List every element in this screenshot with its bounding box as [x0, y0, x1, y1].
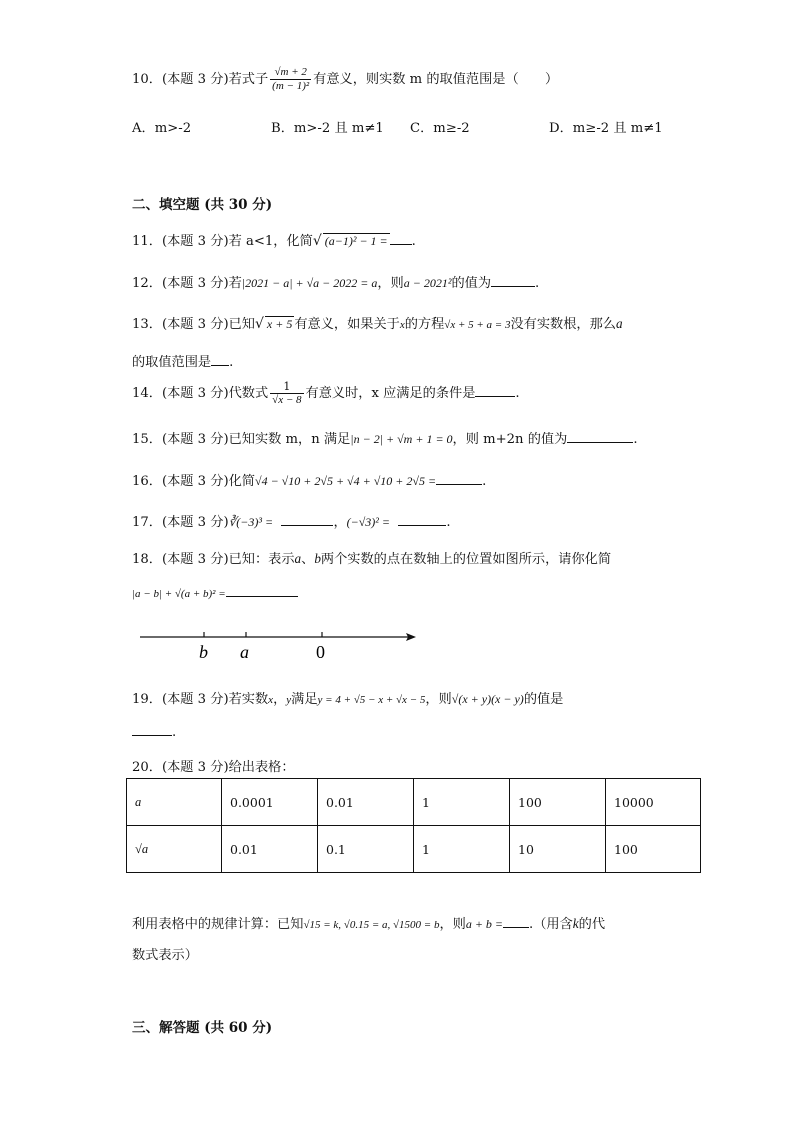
option-c: C．m≥-2	[410, 121, 470, 136]
answer-blank	[475, 384, 515, 397]
section-title-solutions: 三、解答题 (共 60 分)	[132, 1020, 273, 1036]
number-line	[136, 626, 420, 666]
table-row: a 0.0001 0.01 1 100 10000	[127, 779, 701, 826]
table-row: √a 0.01 0.1 1 10 100	[127, 826, 701, 873]
question-18-expr: |a − b| + √(a + b)² =	[132, 584, 298, 601]
value-table	[126, 778, 701, 873]
question-20-line2: 数式表示）	[132, 948, 198, 963]
question-10: 10．(本题 3 分)若式子 $\frac{√m + 2}{\text{(m − 1)²}}$ 有意义，则实数 m 的取值范围是（ ）	[132, 66, 559, 92]
answer-blank	[132, 723, 172, 736]
answer-blank	[398, 513, 446, 526]
answer-blank	[503, 915, 529, 928]
label-b: b	[199, 642, 208, 662]
question-19: 19．(本题 3 分)若实数x，y满足y = 4 + √5 − x + √x − 5，则√(x + y)(x − y)的值是	[132, 692, 564, 707]
option-a: A．m>-2	[132, 121, 192, 136]
question-19-line2: .	[132, 723, 176, 740]
question-13-line2: 的取值范围是 .	[132, 355, 234, 370]
fraction: $\frac{√m + 2}{\text{(m − 1)²}}$	[272, 66, 310, 92]
question-18: 18．(本题 3 分)已知：表示a、b两个实数的点在数轴上的位置如图所示，请你化简	[132, 551, 612, 567]
question-11: 11．(本题 3 分)若 a<1，化简√ (a−1)² − 1 = .	[132, 233, 416, 249]
answer-blank	[567, 430, 633, 443]
question-17: 17．(本题 3 分)∛(−3)³ = ，(−√3)² = .	[132, 515, 451, 530]
label-zero: 0	[316, 642, 325, 662]
question-14: 14．(本题 3 分)代数式 $\frac{1}{√x - 8}$ 有意义时，x 应满足的条件是 .	[132, 380, 520, 406]
answer-blank	[491, 274, 535, 287]
question-20: 20．(本题 3 分)给出表格：	[132, 760, 295, 775]
answer-blank	[436, 472, 482, 485]
fraction: $\frac{1}{√x - 8}$	[272, 380, 302, 406]
question-12: 12．(本题 3 分)若|2021 − a| + √a − 2022 = a，则a − 2021²的值为 .	[132, 276, 540, 291]
option-d: D．m≥-2 且 m≠1	[549, 121, 663, 136]
answer-blank	[211, 353, 229, 366]
answer-blank	[390, 232, 412, 245]
question-16: 16．(本题 3 分)化简√4 − √10 + 2√5 + √4 + √10 + 2√5 = .	[132, 474, 487, 489]
option-b: B．m>-2 且 m≠1	[271, 121, 384, 136]
question-20-text: 利用表格中的规律计算：已知√15 = k, √0.15 = a, √1500 = b，则a + b = .（用含k的代	[132, 916, 606, 932]
answer-blank	[281, 513, 333, 526]
section-title-fill-blank: 二、填空题 (共 30 分)	[132, 197, 273, 213]
number-line-figure	[136, 626, 420, 666]
question-13: 13．(本题 3 分)已知√ x + 5 有意义，如果关于x的方程√x + 5 + a = 3没有实数根，那么a	[132, 316, 623, 332]
answer-blank	[226, 584, 298, 597]
label-a: a	[240, 642, 249, 662]
question-15: 15．(本题 3 分)已知实数 m，n 满足|n − 2| + √m + 1 = 0，则 m+2n 的值为 .	[132, 432, 638, 447]
